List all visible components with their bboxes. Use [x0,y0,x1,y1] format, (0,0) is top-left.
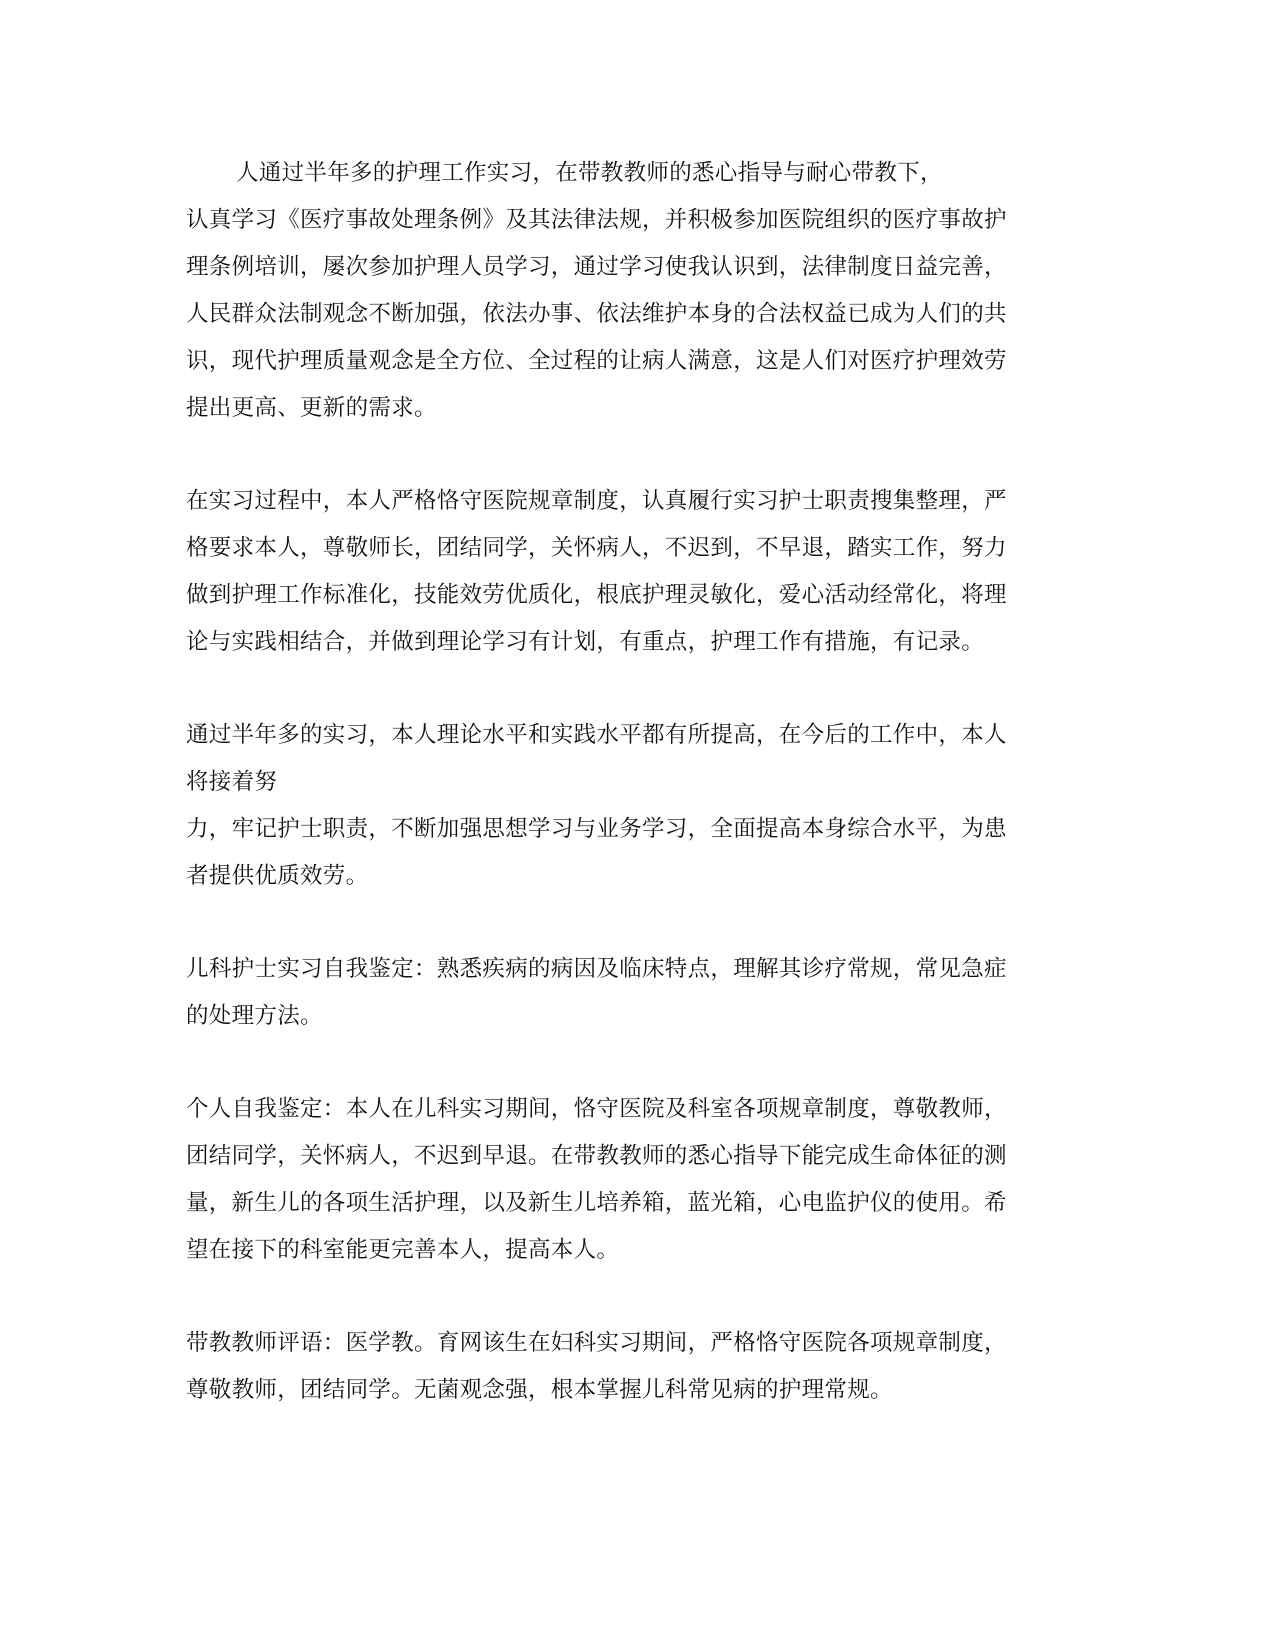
text-line: 认真学习《医疗事故处理条例》及其法律法规，并积极参加医院组织的医疗事故护 [186,207,1007,233]
text-line: 者提供优质效劳。 [186,863,369,889]
text-line: 提出更高、更新的需求。 [186,395,437,421]
text-line: 论与实践相结合，并做到理论学习有计划，有重点，护理工作有措施，有记录。 [186,629,985,655]
text-line: 儿科护士实习自我鉴定：熟悉疾病的病因及临床特点，理解其诊疗常规，常见急症 [186,956,1007,982]
document-body [186,150,1086,1414]
paragraph-pediatric-self-assessment [186,946,1086,1040]
paragraph-future-plans [186,712,1086,900]
text-line: 格要求本人，尊敬师长，团结同学，关怀病人，不迟到，不早退，踏实工作，努力 [186,535,1007,561]
text-line: 力，牢记护士职责，不断加强思想学习与业务学习，全面提高本身综合水平，为患 [186,816,1007,842]
text-line: 望在接下的科室能更完善本人，提高本人。 [186,1237,620,1263]
paragraph-personal-self-assessment [186,1086,1086,1274]
text-line: 人民群众法制观念不断加强，依法办事、依法维护本身的合法权益已成为人们的共 [186,301,1007,327]
text-line: 量，新生儿的各项生活护理，以及新生儿培养箱，蓝光箱，心电监护仪的使用。希 [186,1190,1007,1216]
text-line: 尊敬教师，团结同学。无菌观念强，根本掌握儿科常见病的护理常规。 [186,1377,893,1403]
text-line: 在实习过程中，本人严格恪守医院规章制度，认真履行实习护士职责搜集整理，严 [186,488,1007,514]
text-line: 通过半年多的实习，本人理论水平和实践水平都有所提高，在今后的工作中，本人 [186,722,1007,748]
text-line: 带教教师评语：医学教。育网该生在妇科实习期间，严格恪守医院各项规章制度， [186,1330,1007,1356]
text-line: 理条例培训，屡次参加护理人员学习，通过学习使我认识到，法律制度日益完善， [186,254,1007,280]
paragraph-internship-process [186,478,1086,666]
paragraph-teacher-comments [186,1320,1086,1414]
text-line: 人通过半年多的护理工作实习，在带教教师的悉心指导与耐心带教下， [236,160,943,186]
text-line: 个人自我鉴定：本人在儿科实习期间，恪守医院及科室各项规章制度，尊敬教师， [186,1096,1007,1122]
text-line: 的处理方法。 [186,1003,323,1029]
text-line: 做到护理工作标准化，技能效劳优质化，根底护理灵敏化，爱心活动经常化，将理 [186,582,1007,608]
text-line: 团结同学，关怀病人，不迟到早退。在带教教师的悉心指导下能完成生命体征的测 [186,1143,1007,1169]
text-line: 将接着努 [186,769,278,795]
text-line: 识，现代护理质量观念是全方位、全过程的让病人满意，这是人们对医疗护理效劳 [186,348,1007,374]
paragraph-internship-summary [186,150,1086,432]
